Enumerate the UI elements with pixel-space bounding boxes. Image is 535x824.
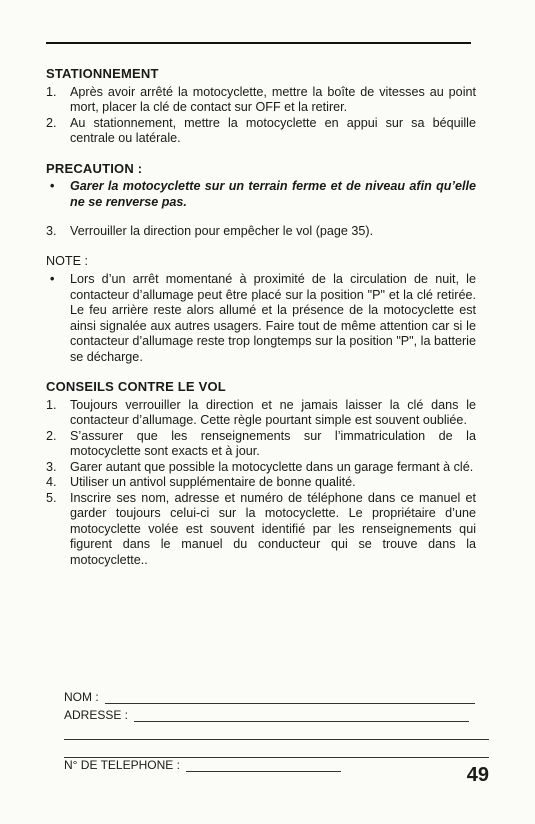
nom-label: NOM :: [64, 690, 99, 704]
section-step-3: [46, 224, 476, 240]
adresse-label: ADRESSE :: [64, 708, 129, 722]
section-title-precaution: PRECAUTION :: [46, 160, 143, 176]
section-title-stationnement: STATIONNEMENT: [46, 66, 159, 81]
section-title-conseils: CONSEILS CONTRE LE VOL: [46, 379, 226, 394]
bullet-icon: •: [50, 179, 55, 193]
page-number: 49: [466, 764, 489, 786]
nom-row: [64, 690, 475, 704]
page-content: [46, 66, 476, 568]
telephone-field[interactable]: [186, 770, 341, 772]
nom-field[interactable]: [105, 702, 475, 704]
conseils-list: [46, 398, 476, 569]
list-item: 1. Après avoir arrêté la motocyclette, mettre la boîte de vitesses au point mort, placer la clé de contact sur OFF et la retirer.: [46, 84, 476, 114]
stationnement-list: [46, 85, 476, 147]
section-stationnement: [46, 66, 476, 147]
list-item: 2. Au stationnement, mettre la motocyclette en appui sur sa béquille centrale ou latérale.: [46, 115, 476, 145]
section-precaution: [46, 161, 476, 211]
list-item: • Lors d’un arrêt momentané à proximité de la circulation de nuit, le contacteur d’allumage peut être placé sur la position "P" et la clé retirée. Le feu arrière reste alors allumé et la présence de la motocyclette est ainsi signalée aux autres usagers. Faire tout de même attention car si le contacteur d’allumage reste trop longtemps sur la position "P", la batterie se décharge.: [50, 272, 476, 364]
section-note: [46, 254, 476, 366]
telephone-row: [64, 758, 341, 772]
list-item: 5. Inscrire ses nom, adresse et numéro de téléphone dans ce manuel et garder toujours celui-ci sur la motocyclette. Le propriétaire d’une motocyclette volée est souvent identifié par les renseignements qui figurent dans le manuel du conducteur qui se trouve dans la motocyclette..: [46, 490, 476, 567]
list-item: 3. Verrouiller la direction pour empêcher le vol (page 35).: [46, 224, 374, 238]
adresse-field-line-2[interactable]: [64, 738, 489, 740]
list-item: • Garer la motocyclette sur un terrain ferme et de niveau afin qu’elle ne se renverse pas.: [50, 179, 476, 209]
list-item: 4. Utiliser un antivol supplémentaire de bonne qualité.: [46, 475, 356, 489]
top-rule: [46, 42, 471, 44]
bullet-icon: •: [50, 272, 55, 286]
note-list: [46, 272, 476, 365]
precaution-list: [46, 179, 476, 210]
list-item: 3. Garer autant que possible la motocyclette dans un garage fermant à clé.: [46, 459, 474, 474]
note-title: NOTE :: [46, 253, 88, 268]
adresse-field[interactable]: [134, 720, 469, 722]
adresse-row: [64, 708, 469, 722]
section-conseils: [46, 379, 476, 568]
telephone-label: N° DE TELEPHONE :: [64, 758, 180, 772]
list-item: 1. Toujours verrouiller la direction et ne jamais laisser la clé dans le contacteur d’allumage. Cette règle pourtant simple est souvent oubliée.: [46, 397, 476, 427]
list-item: 2. S’assurer que les renseignements sur l’immatriculation de la motocyclette sont exacts et à jour.: [46, 428, 476, 458]
